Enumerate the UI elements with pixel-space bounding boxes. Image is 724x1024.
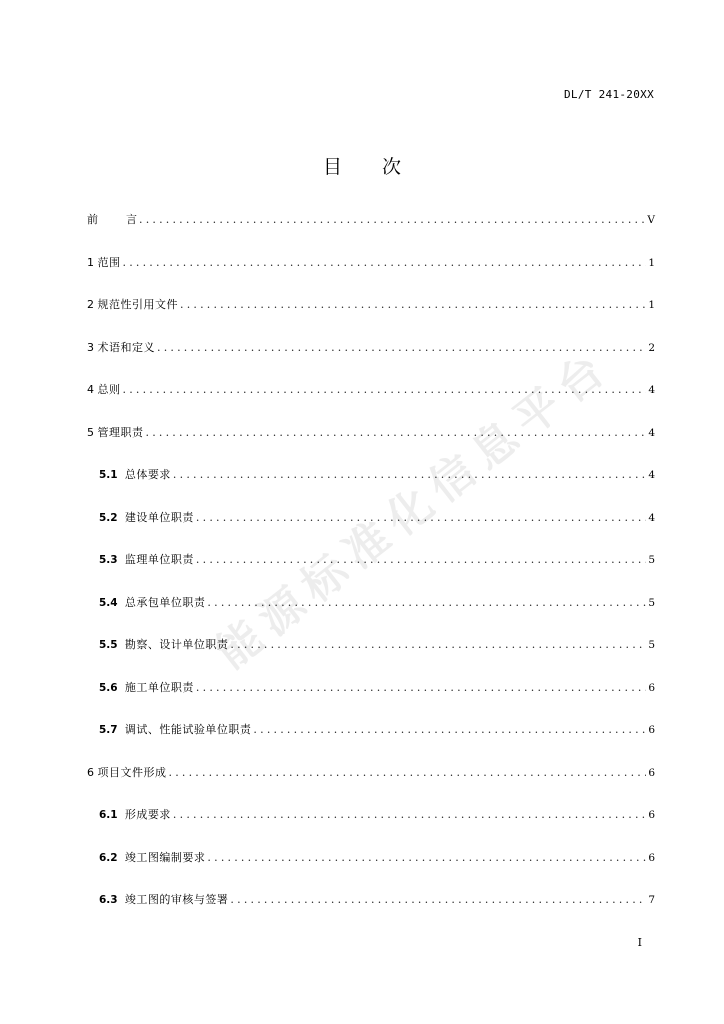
dot-leader	[196, 678, 646, 698]
toc-page-number: 4	[648, 426, 655, 439]
toc-page-number: 6	[648, 724, 655, 736]
toc-entry-5-1[interactable]	[87, 465, 655, 508]
toc-entry-number: 5.3	[99, 554, 118, 566]
dot-leader	[230, 635, 646, 655]
toc-entry-5-2[interactable]	[87, 508, 655, 551]
dot-leader	[196, 508, 646, 528]
toc-entry-3[interactable]	[87, 338, 655, 381]
dot-leader	[169, 763, 647, 783]
toc-page-number: 6	[648, 809, 655, 821]
dot-leader	[123, 380, 647, 400]
toc-entry-6-1[interactable]	[87, 805, 655, 848]
toc-entry-number: 5.7	[99, 724, 118, 736]
foreword-char-2: 言	[126, 213, 137, 226]
toc-entry-text	[87, 210, 137, 230]
toc-entry-number: 1	[87, 255, 94, 269]
toc-entry-text: 竣工图的审核与签署	[124, 893, 229, 906]
toc-page-number: 5	[648, 639, 655, 651]
dot-leader	[230, 890, 646, 910]
toc-entry-text: 术语和定义	[97, 340, 155, 354]
toc-entry-5-6[interactable]	[87, 678, 655, 721]
toc-entry-text: 建设单位职责	[124, 510, 194, 524]
toc-entry-5-7[interactable]	[87, 720, 655, 763]
toc-entry-number: 5.2	[99, 511, 118, 524]
toc-entry-5-5[interactable]	[87, 635, 655, 678]
toc-entry-5[interactable]	[87, 423, 655, 466]
dot-leader	[253, 720, 646, 740]
toc-entry-number: 5.1	[99, 469, 118, 481]
toc-entry-text: 总则	[97, 383, 121, 396]
toc-entry-text: 竣工图编制要求	[124, 850, 206, 864]
toc-entry-text: 管理职责	[97, 425, 144, 439]
toc-entry-text: 总体要求	[124, 468, 171, 481]
toc-entry-5-4[interactable]	[87, 593, 655, 636]
toc-entry-6[interactable]	[87, 763, 655, 806]
toc-entry-number: 2	[87, 298, 94, 311]
toc-entry-foreword[interactable]	[87, 210, 655, 253]
toc-page-number: 5	[648, 554, 655, 566]
toc-entry-number: 6.3	[99, 894, 118, 906]
toc-entry-text: 规范性引用文件	[97, 298, 178, 311]
toc-page-number: 6	[648, 766, 655, 779]
toc-entry-5-3[interactable]	[87, 550, 655, 593]
toc-entry-text: 调试、性能试验单位职责	[124, 723, 252, 736]
toc-entry-number: 5.5	[99, 639, 118, 651]
dot-leader	[157, 338, 646, 358]
dot-leader	[173, 465, 646, 485]
toc-page-number: 6	[648, 851, 655, 864]
table-of-contents	[87, 210, 655, 933]
toc-entry-text: 监理单位职责	[124, 553, 194, 566]
toc-entry-text: 施工单位职责	[124, 680, 194, 694]
dot-leader	[146, 423, 647, 443]
dot-leader	[173, 805, 646, 825]
toc-entry-1[interactable]	[87, 253, 655, 296]
dot-leader	[123, 253, 647, 273]
toc-entry-number: 5.6	[99, 681, 118, 694]
toc-page-number: 1	[648, 299, 655, 311]
dot-leader	[207, 593, 646, 613]
toc-entry-text: 勘察、设计单位职责	[124, 638, 229, 651]
toc-page-number: 4	[648, 469, 655, 481]
toc-page-number: 2	[648, 341, 655, 354]
toc-entry-4[interactable]	[87, 380, 655, 423]
toc-entry-number: 4	[87, 383, 94, 396]
dot-leader	[180, 295, 646, 315]
toc-page-number: 1	[648, 256, 655, 269]
toc-title-char-2: 次	[382, 156, 402, 178]
toc-entry-text: 形成要求	[124, 808, 171, 821]
toc-entry-number: 6.1	[99, 809, 118, 821]
dot-leader	[207, 848, 646, 868]
dot-leader	[196, 550, 646, 570]
foreword-char-1: 前	[87, 213, 98, 226]
toc-entry-text: 范围	[97, 255, 121, 269]
toc-page-number: 5	[648, 596, 655, 609]
toc-page-number: 6	[648, 681, 655, 694]
toc-page-number: 4	[648, 511, 655, 524]
toc-entry-2[interactable]	[87, 295, 655, 338]
toc-entry-text: 总承包单位职责	[124, 595, 206, 609]
dot-leader	[139, 210, 645, 230]
toc-page-number: V	[647, 214, 655, 226]
toc-page-number: 7	[648, 894, 655, 906]
toc-page-number: 4	[648, 384, 655, 396]
page-number: I	[637, 936, 642, 949]
toc-entry-6-2[interactable]	[87, 848, 655, 891]
toc-title	[0, 152, 724, 179]
toc-entry-number: 5	[87, 425, 94, 439]
toc-entry-number: 3	[87, 340, 94, 354]
toc-entry-number: 6.2	[99, 851, 118, 864]
toc-entry-number: 6	[87, 765, 94, 779]
toc-entry-number: 5.4	[99, 596, 118, 609]
toc-entry-6-3[interactable]	[87, 890, 655, 933]
toc-title-char-1: 目	[322, 156, 342, 178]
toc-entry-text: 项目文件形成	[97, 765, 167, 779]
watermark: 能源标准化信息平台	[206, 339, 622, 679]
document-code: DL/T 241-20XX	[564, 88, 654, 101]
